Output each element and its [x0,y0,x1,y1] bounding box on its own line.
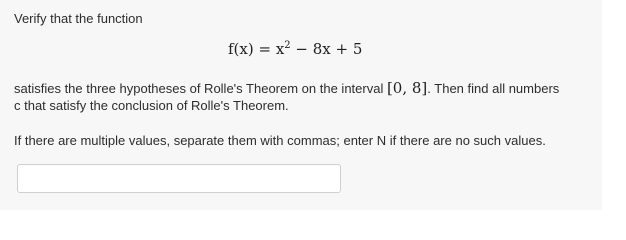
formula-rhs: − 8x + 5 [290,40,363,58]
question-intro: Verify that the function [14,11,143,26]
formula-exponent: 2 [284,40,291,51]
question-body-line-1 [14,79,559,98]
interval-math: [0, 8] [386,79,428,97]
body-line1-before: satisfies the three hypotheses of Rolle's Theorem on the interval [14,81,387,96]
answer-instruction: If there are multiple values, separate them with commas; enter N if there are no such values. [14,133,546,148]
formula-lhs: f(x) = x [228,40,285,58]
function-formula [228,40,362,58]
question-body-line-2: c that satisfy the conclusion of Rolle's Theorem. [14,98,289,113]
body-line1-after: . Then find all numbers [427,81,560,96]
answer-input[interactable] [17,164,341,193]
page-margin [602,0,626,210]
